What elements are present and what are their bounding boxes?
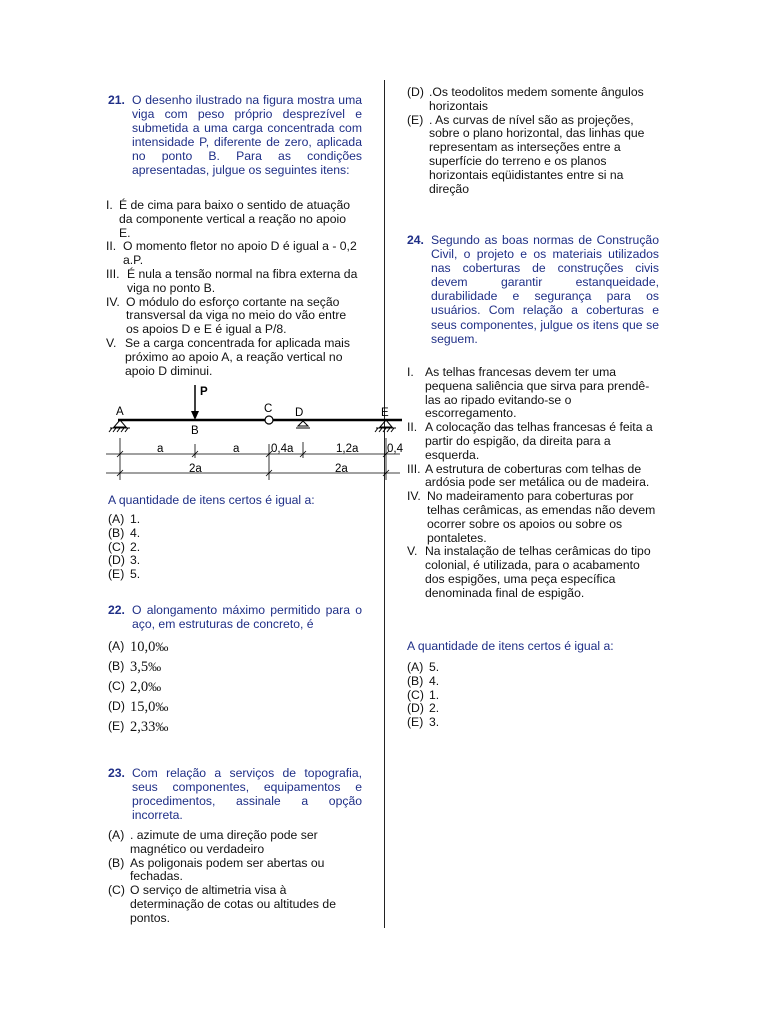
question-text: O desenho ilustrado na figura mostra uma viga com peso próprio desprezível e submetida a uma carga concentrada com intensidade P, diferente de zero, aplicada no ponto B. Para as condições apresentadas, julgue os seguintes itens: [132,93,362,178]
statement-item: II. O momento fletor no apoio D é igual a - 0,2 a.P. [106,239,357,268]
point-e-label: E [381,407,389,419]
permille-symbol: ‰ [148,679,162,694]
question-21 [108,93,362,178]
answer-option[interactable]: (A) 5. [407,660,440,674]
question-24-stem [407,233,659,346]
question-21-options [108,513,362,582]
statement-item: I. As telhas francesas devem ter uma pequena saliência que sirva para prendê-las ao ripado evitando-se o escorregamento. [407,365,650,421]
permille-symbol: ‰ [155,719,169,734]
point-a-label: A [116,406,124,418]
statement-item: III. A estrutura de coberturas com telhas de ardósia pode ser metálica ou de madeira. [407,461,650,490]
statement-item: V. Na instalação de telhas cerâmicas do tipo colonial, é utilizada, para o acabamento dos espigões, uma peça específica denominada final de espigão. [407,544,651,600]
answer-option[interactable]: (D) .Os teodolitos medem somente ângulos horizontais [407,85,644,113]
answer-option[interactable]: (E) 3. [407,715,440,730]
beam-diagram [100,380,410,485]
point-d-label: D [295,407,304,419]
support-d-roller [296,421,310,428]
statement-item: III. É nula a tensão normal na fibra externa da viga no ponto B. [106,266,358,295]
dimension-label: 2a [189,463,202,475]
answer-option[interactable]: (A) 1. [108,512,141,526]
answer-option[interactable]: (C) 1. [407,687,440,702]
question-24-items [407,366,659,601]
answer-option[interactable]: (B) 4. [108,525,141,540]
answer-option[interactable]: (D) 2. [407,701,440,716]
support-e-pin [375,420,396,432]
question-22-options [108,637,362,737]
question-22 [108,603,362,631]
question-number: 24. [407,233,424,247]
answer-option[interactable]: (B) 4. [407,673,440,688]
hinge-c [265,416,273,424]
answer-option[interactable]: (B) 3,5‰ [108,659,162,675]
question-21-prompt: A quantidade de itens certos é igual a: [108,493,315,507]
question-23-options-part2 [407,86,659,196]
question-24-prompt: A quantidade de itens certos é igual a: [407,639,614,653]
answer-option[interactable]: (A) 10,0‰ [108,639,169,655]
dimension-label: 2a [335,463,348,475]
answer-option[interactable]: (C) 2,0‰ [108,679,162,695]
support-a-pin [109,420,130,432]
question-22-stem [108,603,362,631]
answer-option[interactable]: (B) As poligonais podem ser abertas ou fechadas. [108,855,325,884]
load-label: P [200,386,208,398]
answer-option[interactable]: (D) 15,0‰ [108,699,169,715]
permille-symbol: ‰ [155,699,169,714]
statement-item: IV. O módulo do esforço cortante na seção transversal da viga no meio do vão entre os apoios D e E é igual a P/8. [106,294,347,337]
dimension-label: 1,2a [336,443,359,455]
answer-option[interactable]: (E) . As curvas de nível são as projeções, sobre o plano horizontal, das linhas que representam as interseções entre a superfície do terreno e os planos horizontais eqüidistantes entre si na direção [407,112,645,196]
question-23 [108,766,362,822]
question-text: Segundo as boas normas de Construção Civil, o projeto e os materiais utilizados nas coberturas de construções civis devem garantir estanqueidade, durabilidade e segurança para os usuários. Com relação a coberturas e seus componentes, julgue os itens que se seguem. [431,233,659,346]
question-24 [407,233,659,346]
question-23-options-part1 [108,829,362,926]
load-arrowhead [191,411,199,420]
permille-symbol: ‰ [148,659,162,674]
answer-option[interactable]: (E) 2,33‰ [108,719,169,735]
permille-symbol: ‰ [155,639,169,654]
dimension-label: 0,4a [271,443,294,455]
question-number: 23. [108,766,125,780]
question-text: Com relação a serviços de topografia, seus componentes, equipamentos e procedimentos, assinale a opção incorreta. [132,766,362,823]
point-b-label: B [191,425,199,437]
dimension-label: 0,4 [387,443,403,455]
question-21-stem [108,93,362,178]
column-divider [384,80,385,928]
question-21-items [106,199,360,378]
statement-item: I. É de cima para baixo o sentido de atuação da componente vertical a reação no apoio E. [106,198,351,240]
dimension-label: a [233,443,240,455]
question-24-options [407,661,659,730]
answer-option[interactable]: (C) O serviço de altimetria visa à determinação de cotas ou altitudes de pontos. [108,883,336,925]
question-text: O alongamento máximo permitido para o aço, em estruturas de concreto, é [132,603,362,632]
question-number: 21. [108,93,125,107]
statement-item: IV. No madeiramento para coberturas por telhas cerâmicas, as emendas não devem ocorrer sobre os apoios ou sobre os pontaletes. [407,489,656,545]
statement-item: V. Se a carga concentrada for aplicada mais próximo ao apoio A, a reação vertical no apoio D diminui. [106,335,350,378]
point-c-label: C [264,403,273,415]
statement-item: II. A colocação das telhas francesas é feita a partir do espigão, da direita para a esquerda. [407,420,653,462]
answer-option[interactable]: (D) 3. [108,553,141,568]
question-23-stem [108,766,362,822]
dimension-label: a [157,443,164,455]
question-number: 22. [108,603,125,617]
answer-option[interactable]: (C) 2. [108,539,141,554]
answer-option[interactable]: (E) 5. [108,567,141,582]
answer-option[interactable]: (A) . azimute de uma direção pode ser magnético ou verdadeiro [108,828,318,856]
